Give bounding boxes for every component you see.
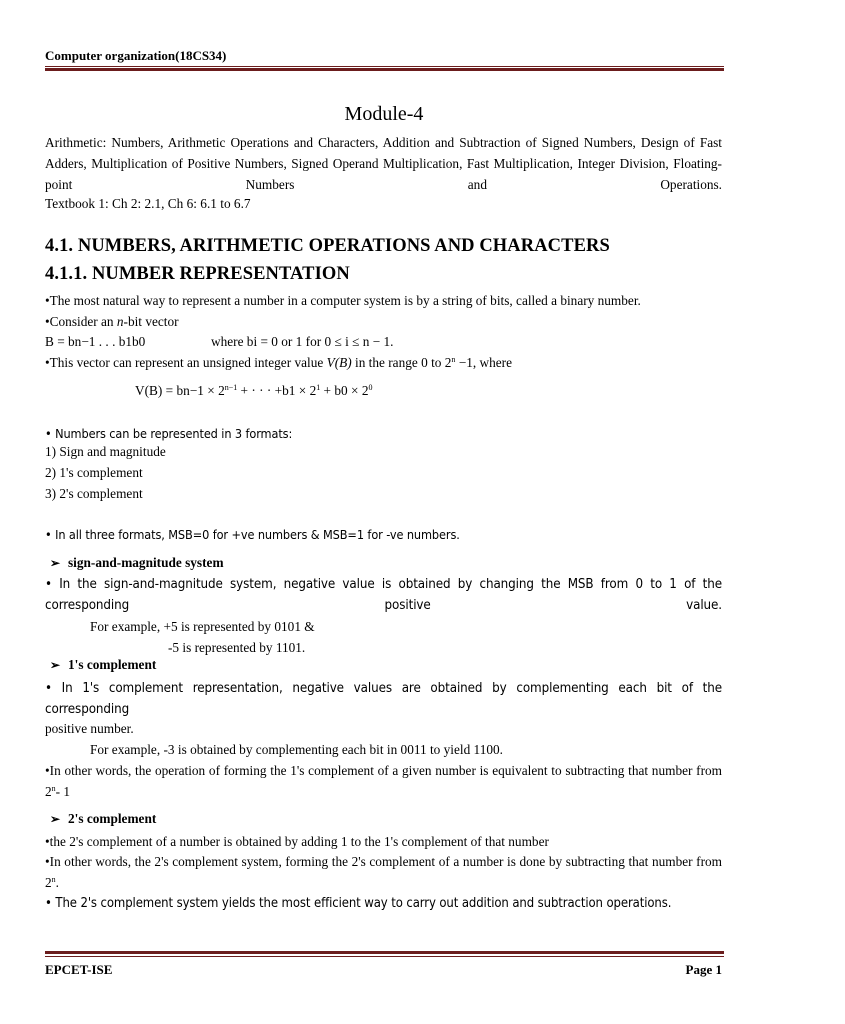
binary-number-line: •The most natural way to represent a number in a computer system is by a string of bits, called a binary number. — [45, 293, 641, 308]
footer-institution: EPCET-ISE — [45, 962, 113, 977]
arrow-bullet-icon: ➢ — [50, 658, 61, 672]
sign-magnitude-heading-text: sign-and-magnitude system — [68, 555, 224, 570]
ones-complement-text-3-end: - 1 — [55, 784, 71, 799]
twos-complement-text-3: • The 2's complement system yields the most efficient way to carry out addition and subtraction operations. — [45, 896, 672, 911]
range-exponent: n — [451, 355, 456, 364]
sign-magnitude-text-1 — [45, 574, 722, 613]
footer-rule-thick — [45, 951, 724, 954]
formula-exp-3: 0 — [368, 383, 373, 392]
vector-lhs: B = bn−1 . . . b1b0 — [45, 334, 146, 349]
syllabus-paragraph — [45, 132, 722, 192]
twos-complement-text-2-main: •In other words, the 2's complement system, forming the 2's complement of a number is done by subtracting that number from 2 — [45, 854, 722, 890]
unsigned-pre: •This vector can represent an unsigned integer value — [45, 355, 327, 370]
footer-rule-thin — [45, 956, 724, 957]
format-item-2: 2) 1's complement — [45, 465, 143, 480]
syllabus-text: Arithmetic: Numbers, Arithmetic Operations and Characters, Addition and Subtraction of Signed Numbers, Design of Fast Adders, Multiplication of Positive Numbers, Signed Operand Multiplication, Fast Multiplication, Integer Division, Floating-point Numbers and Operations. — [45, 135, 722, 192]
sign-magnitude-heading — [50, 555, 224, 571]
format-item-3: 3) 2's complement — [45, 486, 143, 501]
formats-intro: • Numbers can be represented in 3 formats: — [45, 426, 293, 441]
n-variable: n — [116, 314, 124, 329]
twos-complement-heading-text: 2's complement — [68, 811, 157, 826]
section-heading-4-1: 4.1. NUMBERS, ARITHMETIC OPERATIONS AND CHARACTERS — [45, 236, 610, 256]
formula-part-c: + b0 × 2 — [320, 383, 369, 398]
footer-page-number: Page 1 — [685, 962, 722, 977]
twos-exponent: n — [51, 875, 56, 884]
twos-complement-text-2 — [45, 851, 722, 893]
ones-complement-text-1: • In 1's complement representation, negative values are obtained by complementing each bit of the corresponding — [45, 681, 722, 717]
running-header: Computer organization(18CS34) — [45, 48, 227, 63]
sign-magnitude-example-1: For example, +5 is represented by 0101 & — [90, 619, 315, 634]
formula-exp-1: n−1 — [224, 383, 238, 392]
subsection-heading-4-1-1: 4.1.1. NUMBER REPRESENTATION — [45, 264, 350, 284]
textbook-reference: Textbook 1: Ch 2: 2.1, Ch 6: 6.1 to 6.7 — [45, 196, 251, 211]
ones-complement-text-3 — [45, 760, 722, 802]
arrow-bullet-icon: ➢ — [50, 812, 61, 826]
n-bit-vector-line — [45, 311, 722, 332]
module-title: Module-4 — [344, 103, 424, 125]
formula-part-a: V(B) = bn−1 × 2 — [135, 383, 225, 398]
ones-complement-text-2: positive number. — [45, 721, 134, 736]
ones-exponent: n — [51, 784, 56, 793]
vector-where: where bi = 0 or 1 for 0 ≤ i ≤ n − 1. — [211, 334, 394, 349]
formula-part-b: + · · · +b1 × 2 — [237, 383, 317, 398]
vector-definition-line — [45, 331, 722, 352]
unsigned-post: in the range 0 to 2 — [351, 355, 452, 370]
formula-exp-2: 1 — [316, 383, 321, 392]
format-item-1: 1) Sign and magnitude — [45, 444, 166, 459]
n-bit-pre: •Consider an — [45, 314, 117, 329]
vb-label: V(B) — [326, 355, 352, 370]
msb-rule: • In all three formats, MSB=0 for +ve numbers & MSB=1 for -ve numbers. — [45, 527, 460, 542]
unsigned-end: −1, where — [455, 355, 512, 370]
header-rule-thick — [45, 68, 724, 71]
unsigned-range-line — [45, 352, 722, 373]
twos-complement-heading — [50, 811, 156, 827]
header-rule-thin — [45, 66, 724, 67]
arrow-bullet-icon: ➢ — [50, 556, 61, 570]
ones-complement-example: For example, -3 is obtained by complementing each bit in 0011 to yield 1100. — [90, 742, 503, 757]
twos-complement-text-1: •the 2's complement of a number is obtained by adding 1 to the 1's complement of that number — [45, 834, 549, 849]
ones-complement-text-3-main: •In other words, the operation of forming the 1's complement of a given number is equivalent to subtracting that number from 2 — [45, 763, 722, 799]
sign-magnitude-text: • In the sign-and-magnitude system, negative value is obtained by changing the MSB from 0 to 1 of the corresponding positive value. — [45, 577, 722, 613]
ones-complement-heading-text: 1's complement — [68, 657, 157, 672]
sign-magnitude-example-2: -5 is represented by 1101. — [168, 640, 306, 655]
ones-complement-heading — [50, 657, 156, 673]
twos-complement-text-2-end: . — [55, 875, 59, 890]
n-bit-post: -bit vector — [123, 314, 179, 329]
value-formula — [135, 380, 655, 401]
